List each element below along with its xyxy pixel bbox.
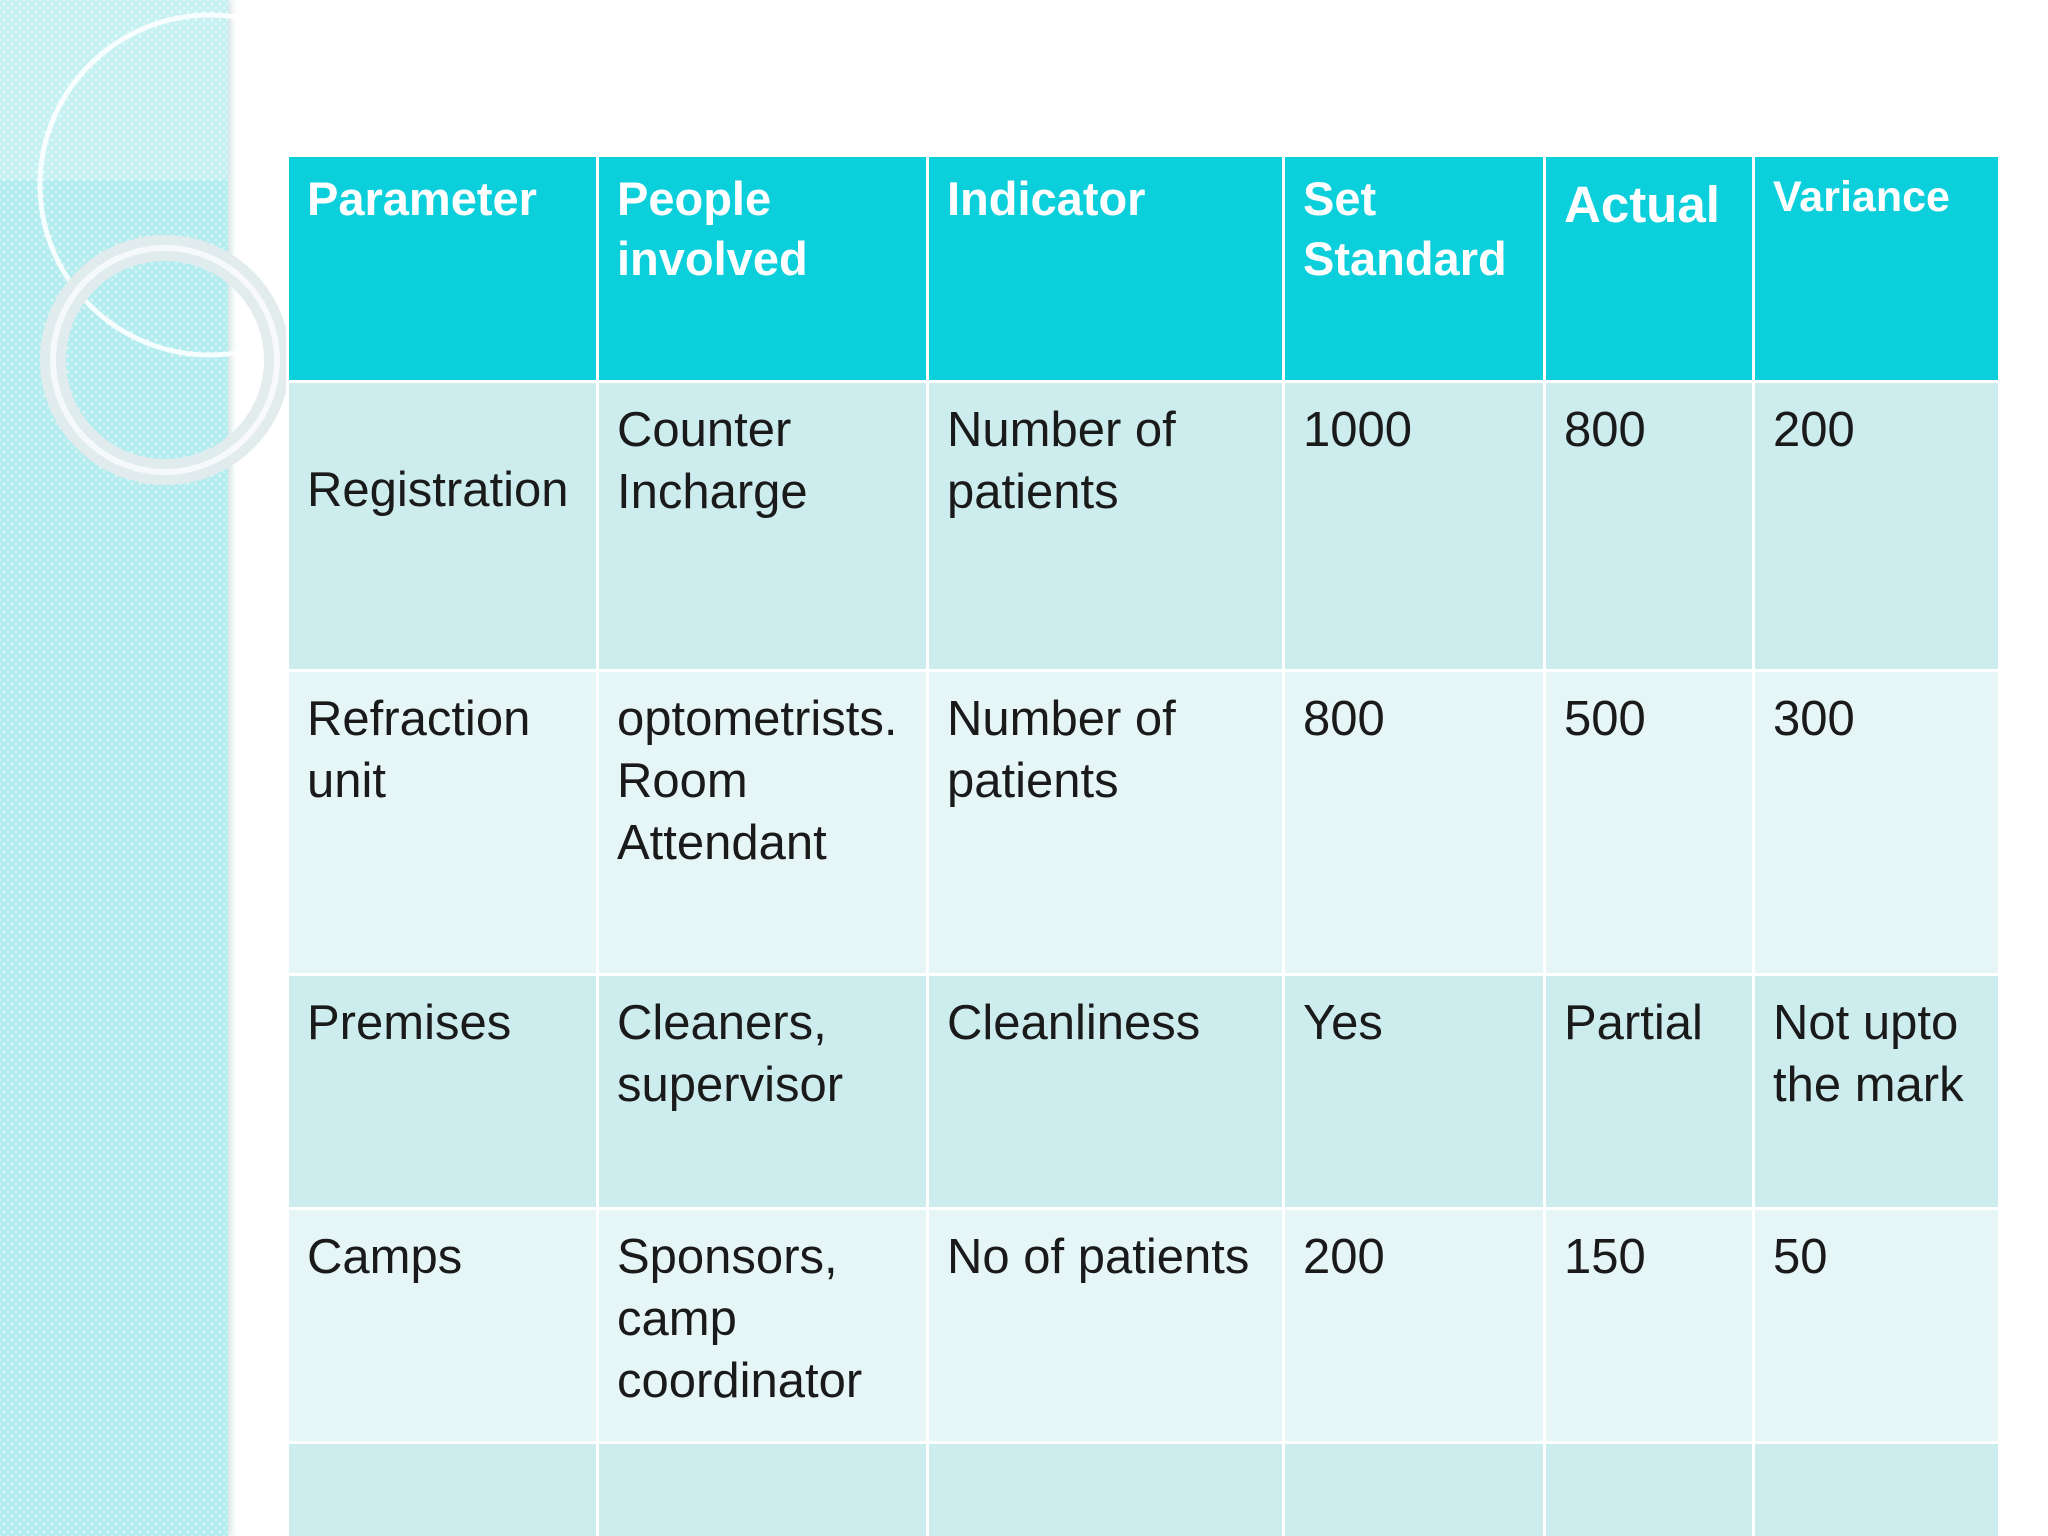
cell-variance: 50: [1755, 1210, 1998, 1441]
header-people-involved: People involved: [599, 157, 926, 380]
header-set-standard: Set Standard: [1285, 157, 1543, 380]
cell-people-involved: Sponsors, camp coordinator: [599, 1210, 926, 1441]
decorative-rings: [0, 0, 260, 520]
cell-actual: 500: [1546, 672, 1752, 973]
cell-actual: 800: [1546, 383, 1752, 669]
table-row: [289, 1210, 1998, 1441]
cell-people-involved: Cleaners, supervisor: [599, 976, 926, 1207]
cell-variance: [1755, 1444, 1998, 1536]
cell-set-standard: 1000: [1285, 383, 1543, 669]
header-actual: Actual: [1546, 157, 1752, 380]
data-table: [286, 154, 2001, 1536]
cell-parameter: Camps: [289, 1210, 596, 1441]
cell-people-involved: Counter Incharge: [599, 383, 926, 669]
cell-actual: [1546, 1444, 1752, 1536]
cell-set-standard: 200: [1285, 1210, 1543, 1441]
table-header-row: [289, 157, 1998, 380]
cell-indicator: Number of patients: [929, 383, 1282, 669]
cell-actual: Partial: [1546, 976, 1752, 1207]
cell-indicator: [929, 1444, 1282, 1536]
cell-set-standard: Yes: [1285, 976, 1543, 1207]
cell-indicator: No of patients: [929, 1210, 1282, 1441]
header-indicator: Indicator: [929, 157, 1282, 380]
cell-actual: 150: [1546, 1210, 1752, 1441]
header-variance: Variance: [1755, 157, 1998, 380]
cell-set-standard: 800: [1285, 672, 1543, 973]
cell-people-involved: optometrists. Room Attendant: [599, 672, 926, 973]
cell-variance: 300: [1755, 672, 1998, 973]
decorative-small-ring-highlight: [53, 248, 277, 472]
cell-variance: Not upto the mark: [1755, 976, 1998, 1207]
table-row: [289, 672, 1998, 973]
cell-variance: 200: [1755, 383, 1998, 669]
cell-set-standard: [1285, 1444, 1543, 1536]
table-row: [289, 976, 1998, 1207]
cell-indicator: Cleanliness: [929, 976, 1282, 1207]
cell-parameter: Refraction unit: [289, 672, 596, 973]
table-row-empty: [289, 1444, 1998, 1536]
table-row: [289, 383, 1998, 669]
cell-parameter: Registration: [289, 383, 596, 669]
header-parameter: Parameter: [289, 157, 596, 380]
cell-parameter: Premises: [289, 976, 596, 1207]
cell-parameter: [289, 1444, 596, 1536]
cell-people-involved: [599, 1444, 926, 1536]
cell-indicator: Number of patients: [929, 672, 1282, 973]
